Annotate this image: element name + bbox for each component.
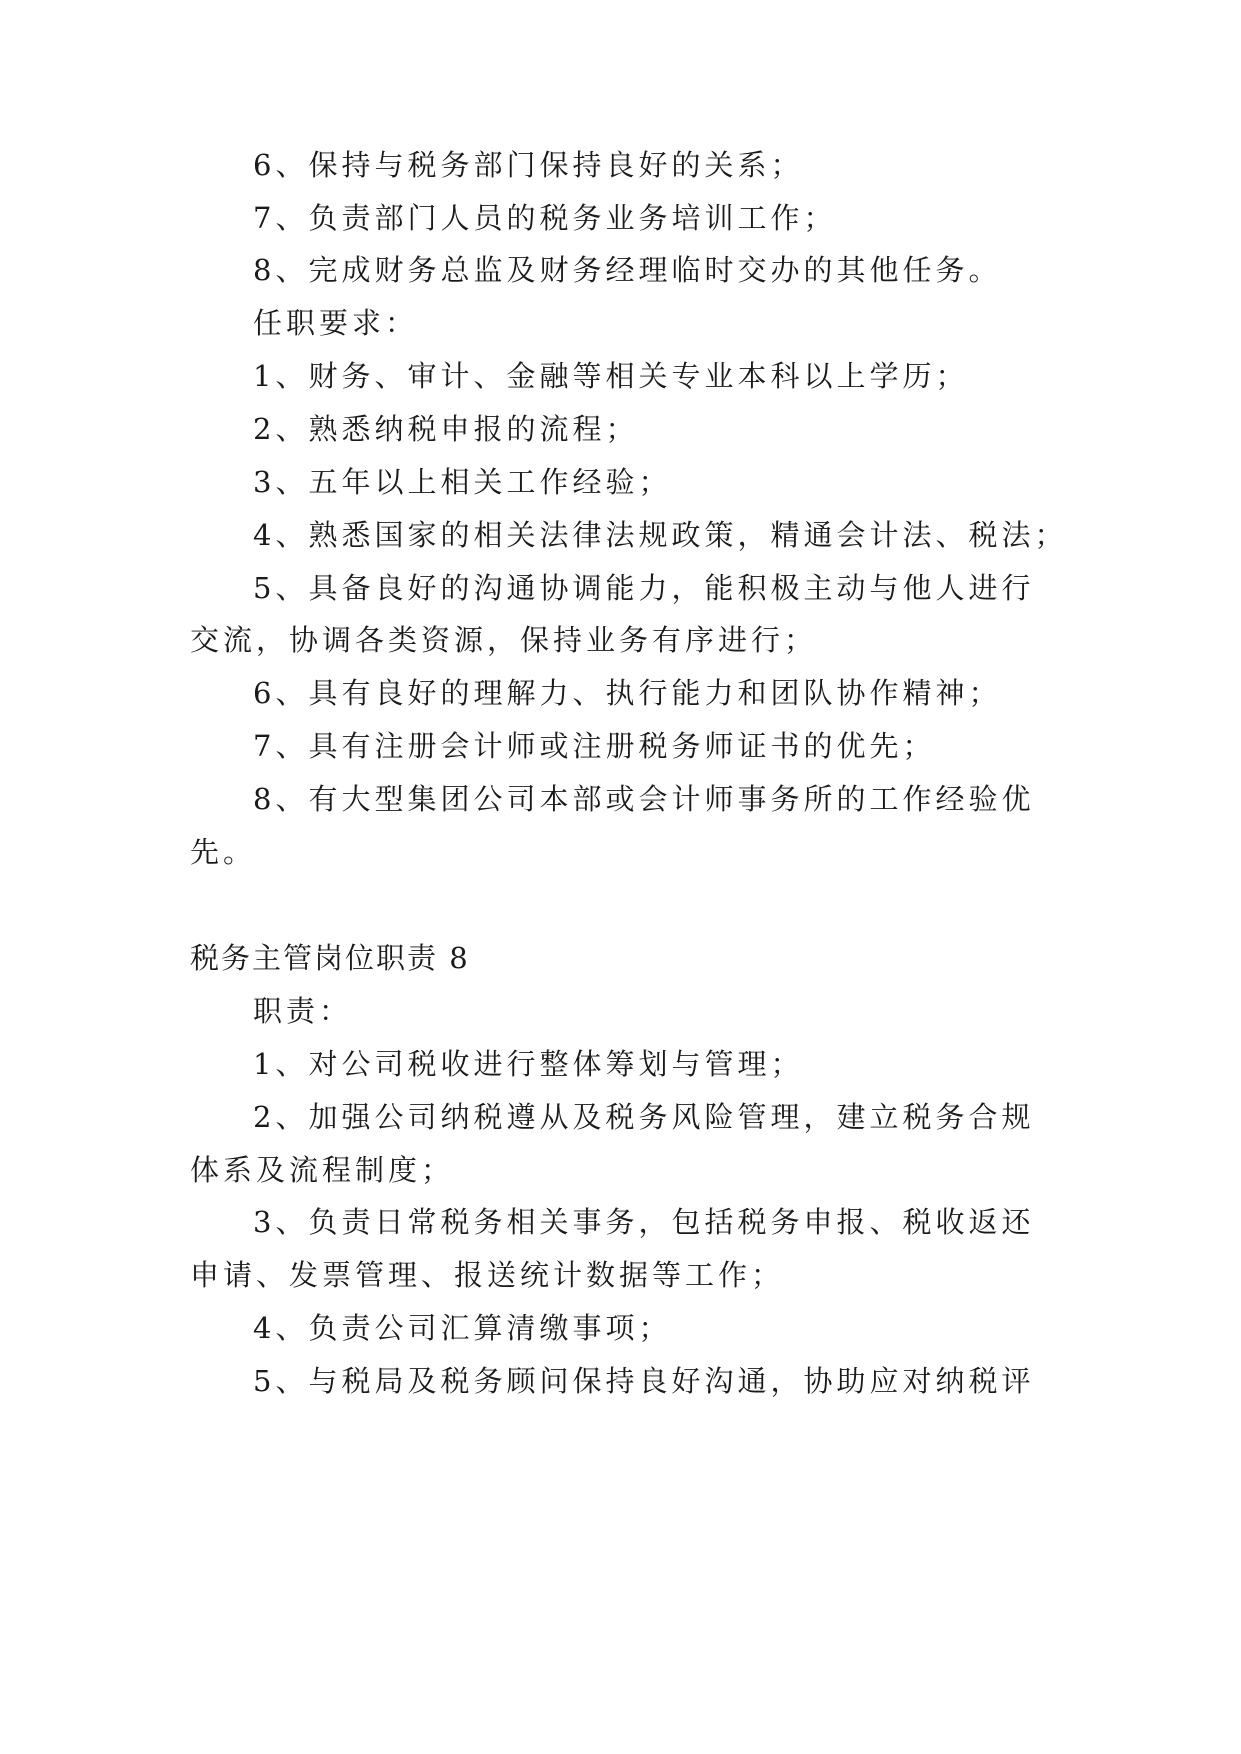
- paragraph-line: 申请、发票管理、报送统计数据等工作；: [190, 1258, 785, 1292]
- paragraph-line: 交流，协调各类资源，保持业务有序进行；: [190, 623, 818, 657]
- section-label: 职责：: [253, 994, 353, 1028]
- section-label: 任职要求：: [253, 306, 419, 340]
- paragraph-line: 5、具备良好的沟通协调能力，能积极主动与他人进行: [253, 571, 1035, 605]
- paragraph-line: 5、与税局及税务顾问保持良好沟通，协助应对纳税评: [253, 1364, 1035, 1398]
- paragraph-line: 1、对公司税收进行整体筹划与管理；: [253, 1047, 804, 1081]
- paragraph-line: 7、负责部门人员的税务业务培训工作；: [253, 201, 837, 235]
- paragraph-line: 6、保持与税务部门保持良好的关系；: [253, 148, 804, 182]
- paragraph-line: 4、负责公司汇算清缴事项；: [253, 1311, 672, 1345]
- paragraph-line: 2、加强公司纳税遵从及税务风险管理，建立税务合规: [253, 1100, 1035, 1134]
- paragraph-line: 体系及流程制度；: [190, 1153, 455, 1187]
- paragraph-line: 6、具有良好的理解力、执行能力和团队协作精神；: [253, 676, 1002, 710]
- paragraph-line: 先。: [190, 835, 257, 869]
- paragraph-line: 7、具有注册会计师或注册税务师证书的优先；: [253, 729, 936, 763]
- paragraph-line: 1、财务、审计、金融等相关专业本科以上学历；: [253, 359, 969, 393]
- section-heading: 税务主管岗位职责 8: [190, 941, 470, 975]
- paragraph-line: 2、熟悉纳税申报的流程；: [253, 412, 639, 446]
- paragraph-line: 3、负责日常税务相关事务，包括税务申报、税收返还: [253, 1205, 1035, 1239]
- paragraph-line: 8、有大型集团公司本部或会计师事务所的工作经验优: [253, 782, 1035, 816]
- paragraph-line: 4、熟悉国家的相关法律法规政策，精通会计法、税法；: [253, 518, 1068, 552]
- paragraph-line: 8、完成财务总监及财务经理临时交办的其他任务。: [253, 253, 1002, 287]
- paragraph-line: 3、五年以上相关工作经验；: [253, 465, 672, 499]
